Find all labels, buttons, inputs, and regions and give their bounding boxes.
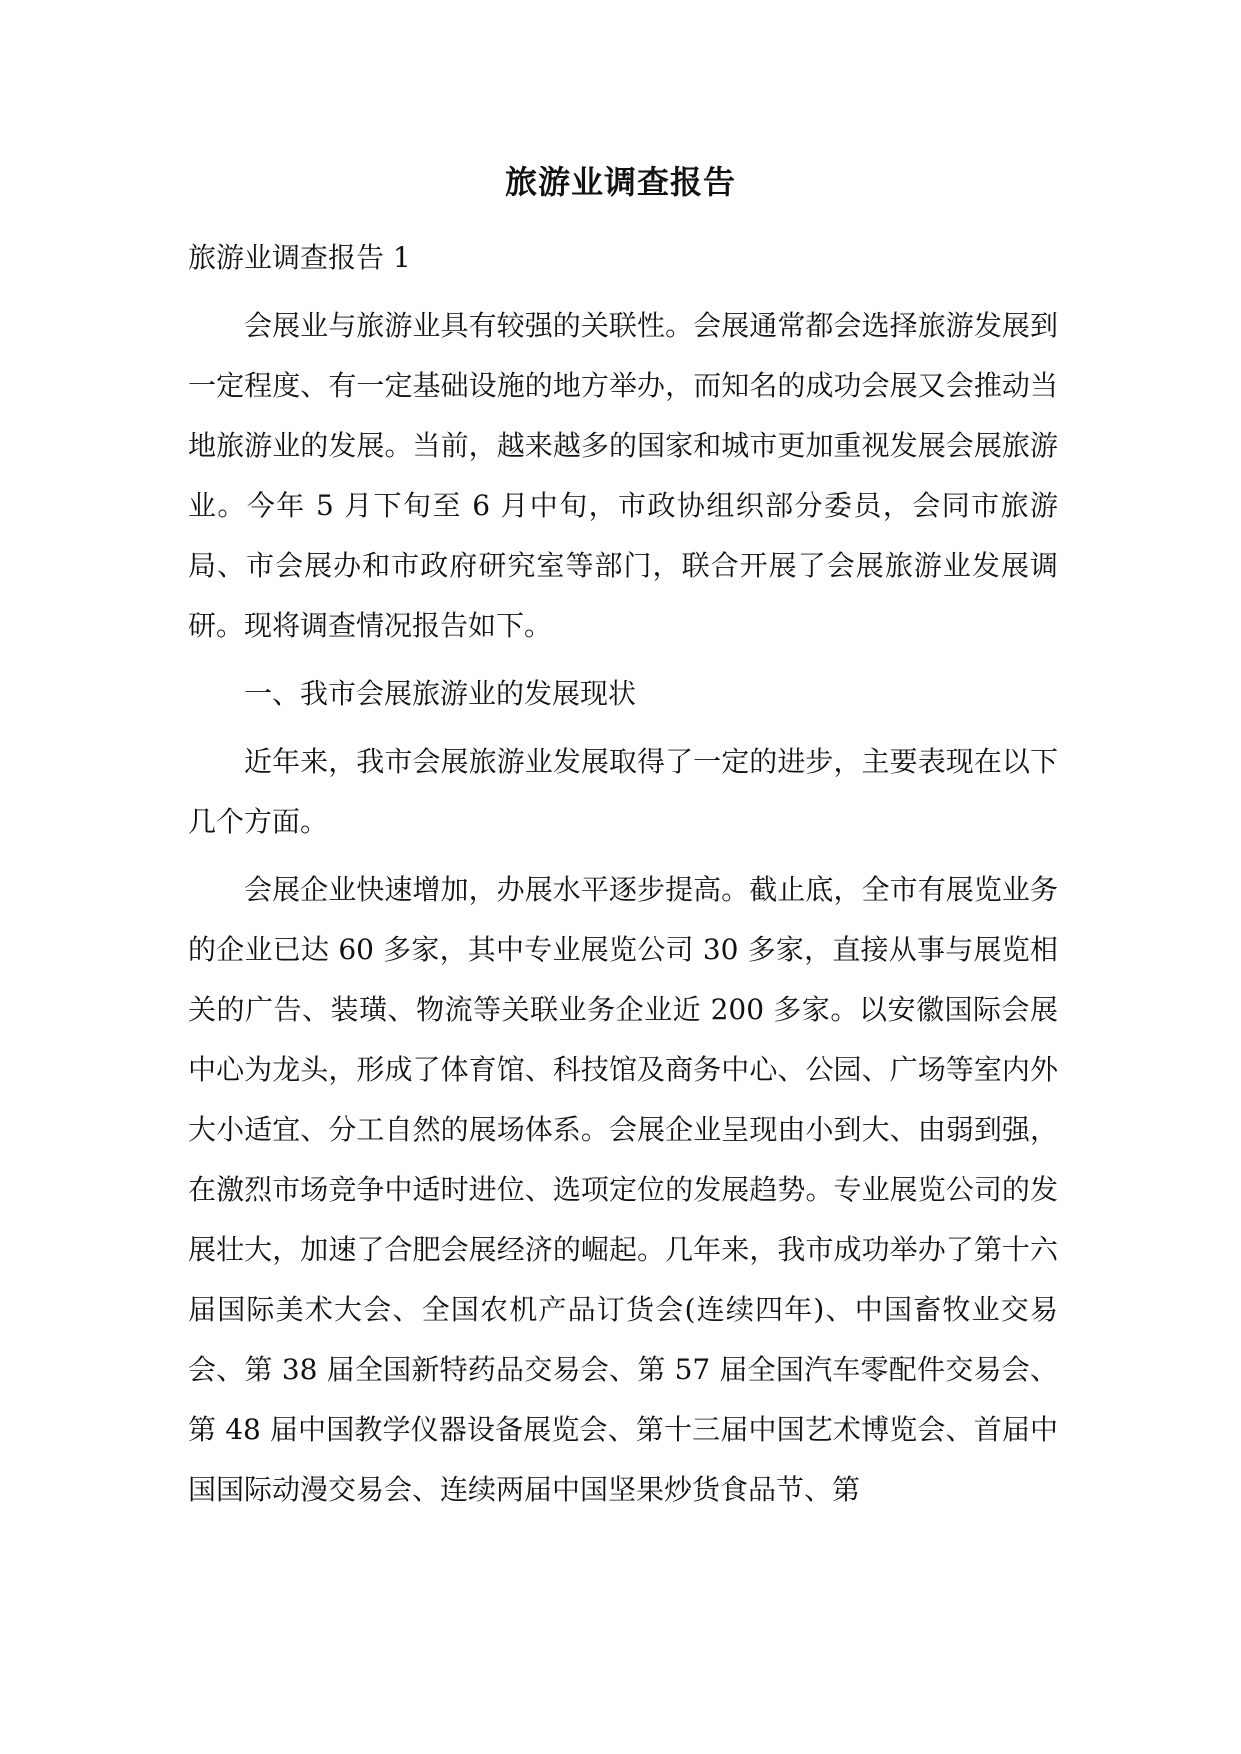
paragraph-overview: 近年来，我市会展旅游业发展取得了一定的进步，主要表现在以下几个方面。 bbox=[188, 745, 1058, 838]
paragraph-intro: 会展业与旅游业具有较强的关联性。会展通常都会选择旅游发展到一定程度、有一定基础设施的地方举办，而知名的成功会展又会推动当地旅游业的发展。当前，越来越多的国家和城市更加重视发展会展旅游业。今年 5 月下旬至 6 月中旬，市政协组织部分委员，会同市旅游局、市会展办和市政府研究室等部门，联合开展了会展旅游业发展调研。现将调查情况报告如下。 bbox=[188, 309, 1058, 642]
document-title: 旅游业调查报告 bbox=[504, 163, 736, 201]
paragraph-exhibition-enterprises: 会展企业快速增加，办展水平逐步提高。截止底，全市有展览业务的企业已达 60 多家，其中专业展览公司 30 多家，直接从事与展览相关的广告、装璜、物流等关联业务企业近 200 多家。以安徽国际会展中心为龙头，形成了体育馆、科技馆及商务中心、公园、广场等室内外大小适宜、分工自然的展场体系。会展企业呈现由小到大、由弱到强，在激烈市场竞争中适时进位、选项定位的发展趋势。专业展览公司的发展壮大，加速了合肥会展经济的崛起。几年来，我市成功举办了第十六届国际美术大会、全国农机产品订货会(连续四年)、中国畜牧业交易会、第 38 届全国新特药品交易会、第 57 届全国汽车零配件交易会、第 48 届中国教学仪器设备展览会、第十三届中国艺术博览会、首届中国国际动漫交易会、连续两届中国坚果炒货食品节、第 bbox=[188, 873, 1058, 1506]
document-body bbox=[188, 228, 1058, 1520]
section-heading: 一、我市会展旅游业的发展现状 bbox=[244, 677, 637, 710]
document-subtitle: 旅游业调查报告 1 bbox=[188, 241, 411, 274]
